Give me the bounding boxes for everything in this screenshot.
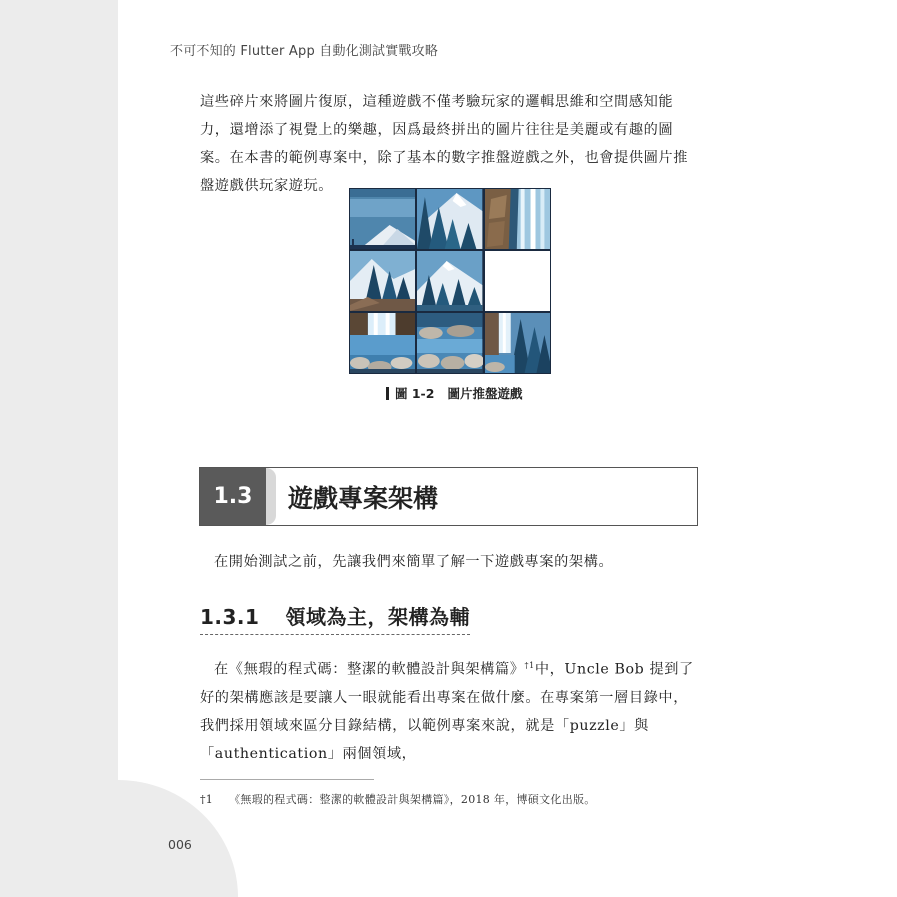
subsection-heading <box>200 601 470 635</box>
footnote-mark: †1 <box>200 793 214 806</box>
subsection-number: 1.3.1 <box>200 605 260 629</box>
puzzle-tile-mountain-sky[interactable] <box>350 189 415 249</box>
running-header: 不可不知的 Flutter App 自動化測試實戰攻略 <box>170 44 439 59</box>
puzzle-tile-snowy-peak[interactable] <box>417 189 482 249</box>
subsection-title: 領域為主，架構為輔 <box>285 605 470 629</box>
sliding-puzzle-figure <box>349 188 551 374</box>
puzzle-tile-waterfall-river[interactable] <box>350 313 415 373</box>
puzzle-tile-cliff-waterfall[interactable] <box>485 189 550 249</box>
footnote-divider <box>200 779 374 780</box>
puzzle-tile-pine-trees[interactable] <box>417 251 482 311</box>
footnote-reference[interactable]: †1 <box>524 661 535 670</box>
body-paragraph-1: 這些碎片來將圖片復原，這種遊戲不僅考驗玩家的邏輯思維和空間感知能力，還增添了視覺上的樂趣，因爲最終拼出的圖片往往是美麗或有趣的圖案。在本書的範例專案中，除了基本的數字推盤遊戲之外，也會提供圖片推盤遊戲供玩家遊玩。 <box>200 94 688 194</box>
figure-title: 圖片推盤遊戲 <box>447 386 523 401</box>
puzzle-tile-pine-forest[interactable] <box>350 251 415 311</box>
footnote <box>200 791 596 807</box>
section-number: 1.3 <box>200 468 266 525</box>
footnote-text: 《無瑕的程式碼：整潔的軟體設計與架構篇》，2018 年，博碩文化出版。 <box>229 793 596 806</box>
body-paragraph-3 <box>200 652 700 768</box>
paragraph-3-rest: 中，Uncle Bob 提到了好的架構應該是要讓人一眼就能看出專案在做什麼。在專案第一層目錄中，我們採用領域來區分目錄結構，以範例專案來說，就是「puzzle」與「authentication」兩個領域， <box>200 661 694 762</box>
page-edge-shadow <box>0 0 118 897</box>
caption-bar <box>386 387 389 400</box>
figure-number: 圖 1-2 <box>395 386 435 401</box>
puzzle-tile-waterfall-pines[interactable] <box>485 313 550 373</box>
section-number-tab <box>266 468 276 525</box>
paragraph-3-lead: 在《無瑕的程式碼：整潔的軟體設計與架構篇》 <box>214 661 525 678</box>
page-number: 006 <box>168 837 192 852</box>
puzzle-tile-rocky-shore[interactable] <box>417 313 482 373</box>
section-title: 遊戲專案架構 <box>288 484 439 513</box>
puzzle-empty-slot[interactable] <box>485 251 550 311</box>
body-paragraph-2: 在開始測試之前，先讓我們來簡單了解一下遊戲專案的架構。 <box>214 554 614 570</box>
section-heading <box>199 467 698 526</box>
figure-caption <box>386 384 523 402</box>
